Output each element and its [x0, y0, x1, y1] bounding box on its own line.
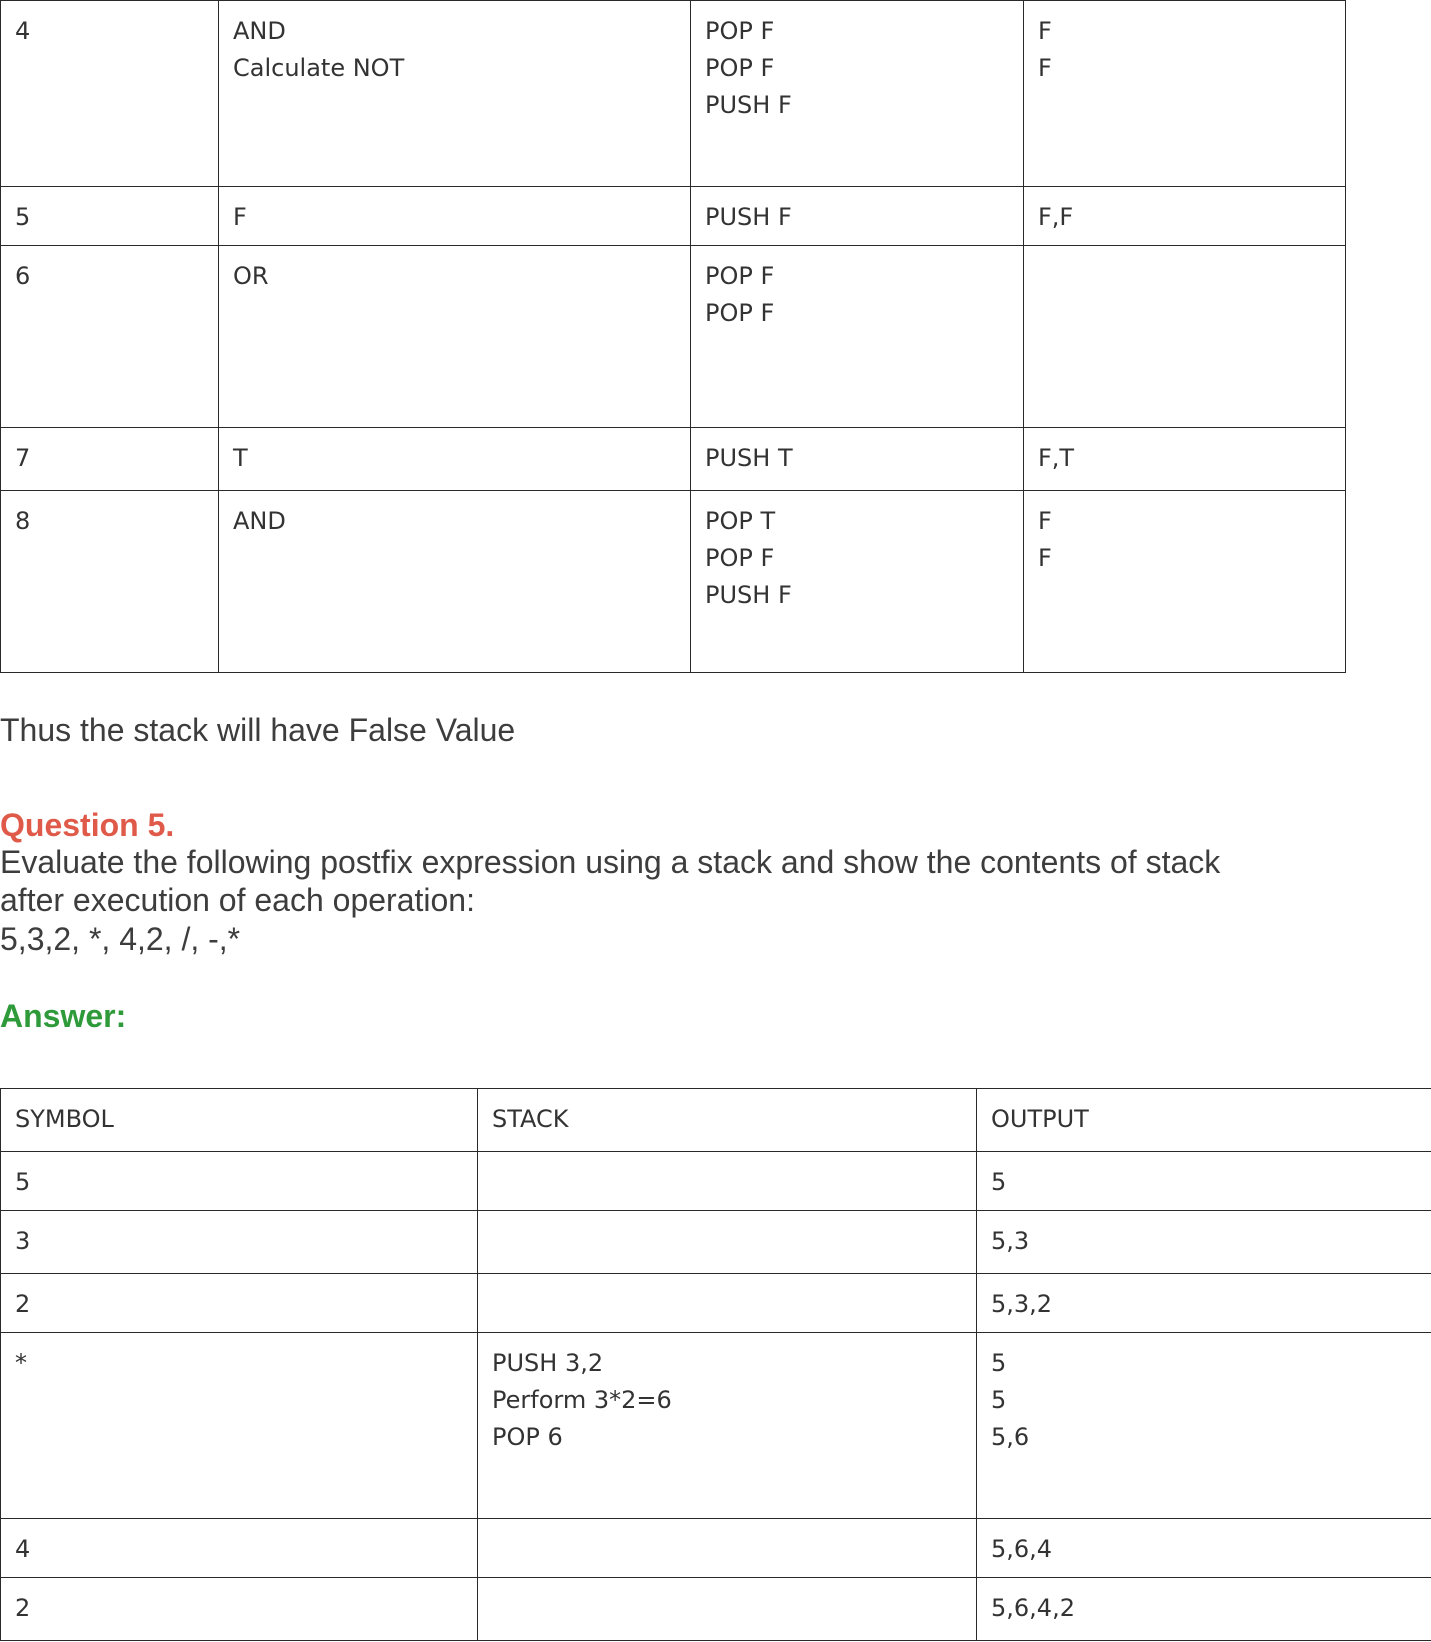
question-text-line1: Evaluate the following postfix expression using a stack and show the contents of stack: [0, 844, 1221, 880]
cell-text: 5,6,4: [991, 1535, 1053, 1563]
table-cell: [1, 1519, 478, 1578]
cell-text: POP F: [705, 262, 775, 290]
table-cell: [691, 187, 1024, 246]
postfix-expression: 5,3,2, *, 4,2, /, -,*: [0, 921, 241, 957]
header-output: OUTPUT: [977, 1089, 1431, 1152]
table1-body: [1, 1, 1346, 673]
cell-text: F: [1038, 507, 1052, 535]
cell-text: 8: [15, 507, 31, 535]
table2-header: [1, 1089, 1431, 1152]
table-cell: [977, 1578, 1431, 1641]
cell-text: PUSH T: [705, 444, 793, 472]
table-cell: [1024, 428, 1346, 491]
question-title: Question 5.: [0, 807, 175, 843]
table-cell: [977, 1519, 1431, 1578]
table-cell: [219, 428, 691, 491]
table-cell: [1, 1211, 478, 1274]
conclusion-text: Thus the stack will have False Value: [0, 712, 516, 748]
cell-text: F: [1038, 17, 1052, 45]
table-cell: [1, 1, 219, 187]
table-cell: [691, 491, 1024, 673]
table-cell: [977, 1333, 1431, 1519]
cell-text: POP F: [705, 17, 775, 45]
table2-body: [1, 1152, 1431, 1641]
cell-text: 5: [991, 1349, 1007, 1377]
table-row: [1, 428, 1346, 491]
cell-text: 5,6: [991, 1423, 1030, 1451]
cell-text: PUSH F: [705, 581, 792, 609]
table-cell: [219, 187, 691, 246]
cell-text: 7: [15, 444, 31, 472]
table-cell: [219, 491, 691, 673]
cell-text: 5: [991, 1386, 1007, 1414]
table-cell: [478, 1211, 977, 1274]
header-stack: STACK: [478, 1089, 977, 1152]
table-row: [1, 1333, 1431, 1519]
table-row: [1, 1578, 1431, 1641]
cell-text: AND: [233, 17, 286, 45]
table-cell: [977, 1211, 1431, 1274]
cell-text: POP 6: [492, 1423, 563, 1451]
table-cell: [478, 1578, 977, 1641]
cell-text: 3: [15, 1227, 31, 1255]
cell-text: AND: [233, 507, 286, 535]
cell-text: 4: [15, 1535, 31, 1563]
evaluation-table-continued: [0, 0, 1346, 673]
table-row: [1, 1211, 1431, 1274]
table-cell: [219, 1, 691, 187]
cell-text: Calculate NOT: [233, 54, 405, 82]
table-row: [1, 246, 1346, 428]
table-cell: [977, 1152, 1431, 1211]
cell-text: F,T: [1038, 444, 1075, 472]
cell-text: 2: [15, 1594, 31, 1622]
postfix-evaluation-table: [0, 1088, 1431, 1641]
cell-text: POP F: [705, 54, 775, 82]
cell-text: 5,6,4,2: [991, 1594, 1075, 1622]
cell-text: Perform 3*2=6: [492, 1386, 672, 1414]
table-row: [1, 1274, 1431, 1333]
table-header-row: [1, 1089, 1431, 1152]
table-cell: [478, 1274, 977, 1333]
table-row: [1, 1152, 1431, 1211]
table-cell: [1, 491, 219, 673]
cell-text: OR: [233, 262, 269, 290]
table-cell: [1, 428, 219, 491]
cell-text: 2: [15, 1290, 31, 1318]
table-row: [1, 491, 1346, 673]
table-cell: [219, 246, 691, 428]
cell-text: F,F: [1038, 203, 1074, 231]
table-row: [1, 187, 1346, 246]
table-cell: [1024, 187, 1346, 246]
table-cell: [1, 1578, 478, 1641]
answer-title: Answer:: [0, 998, 127, 1034]
header-symbol: SYMBOL: [1, 1089, 478, 1152]
table-cell: [1024, 491, 1346, 673]
table-cell: [977, 1274, 1431, 1333]
table-cell: [478, 1333, 977, 1519]
table-cell: [1024, 1, 1346, 187]
cell-text: 5,3,2: [991, 1290, 1053, 1318]
table-cell: [1, 1152, 478, 1211]
cell-text: *: [15, 1349, 27, 1377]
cell-text: 5: [15, 203, 31, 231]
cell-text: 5,3: [991, 1227, 1030, 1255]
cell-text: 5: [15, 1168, 31, 1196]
table-cell: [691, 246, 1024, 428]
cell-text: PUSH F: [705, 203, 792, 231]
cell-text: POP T: [705, 507, 776, 535]
question-text-line2: after execution of each operation:: [0, 882, 475, 918]
table-cell: [1, 187, 219, 246]
table-cell: [1, 1333, 478, 1519]
cell-text: PUSH 3,2: [492, 1349, 604, 1377]
cell-text: F: [233, 203, 247, 231]
cell-text: PUSH F: [705, 91, 792, 119]
cell-text: POP F: [705, 299, 775, 327]
cell-text: 5: [991, 1168, 1007, 1196]
cell-text: F: [1038, 54, 1052, 82]
table-cell: [1024, 246, 1346, 428]
table-cell: [691, 1, 1024, 187]
cell-text: POP F: [705, 544, 775, 572]
cell-text: 4: [15, 17, 31, 45]
table-cell: [478, 1519, 977, 1578]
table-cell: [478, 1152, 977, 1211]
table-cell: [1, 1274, 478, 1333]
cell-text: 6: [15, 262, 31, 290]
cell-text: T: [233, 444, 248, 472]
table-row: [1, 1, 1346, 187]
table-cell: [691, 428, 1024, 491]
table-cell: [1, 246, 219, 428]
cell-text: F: [1038, 544, 1052, 572]
table-row: [1, 1519, 1431, 1578]
